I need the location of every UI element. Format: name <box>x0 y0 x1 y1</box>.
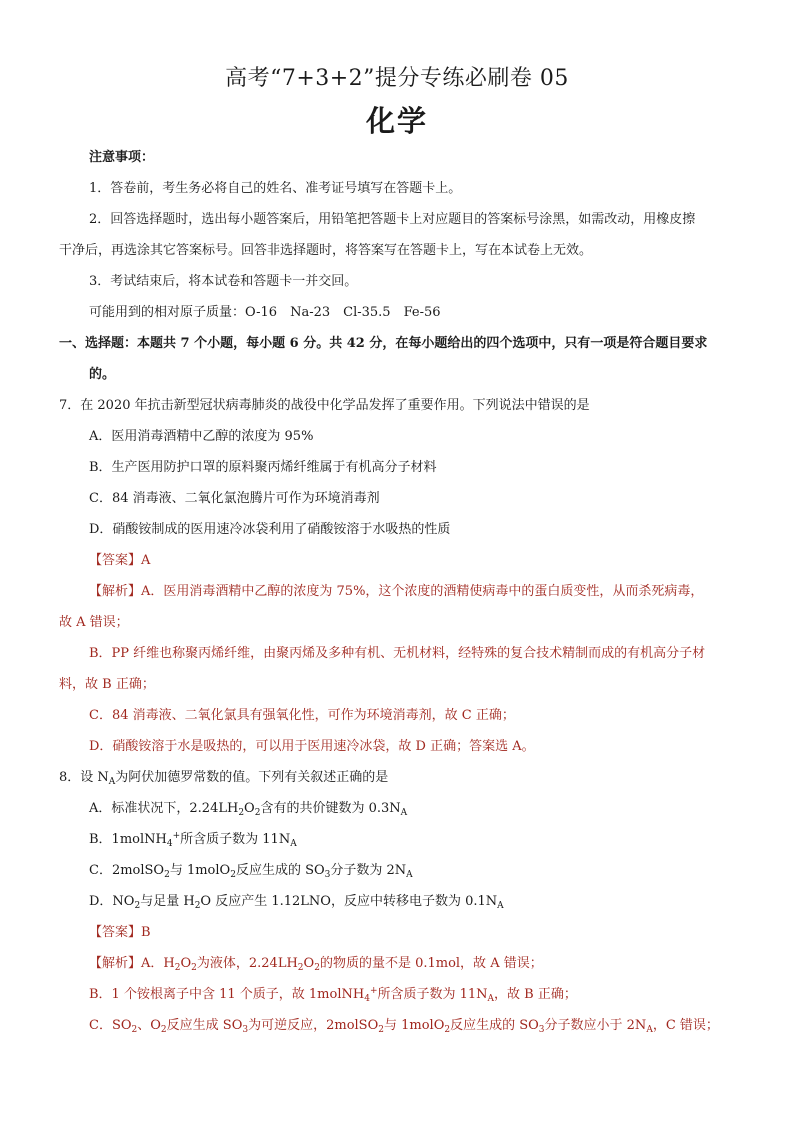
notice-item-3: 3．考试结束后，将本试卷和答题卡一并交回。 <box>89 274 358 289</box>
notice-item-2: 2．回答选择题时，选出每小题答案后，用铅笔把答题卡上对应题目的答案标号涂黑，如需改动，用橡皮擦 <box>89 212 696 227</box>
notice-heading: 注意事项： <box>89 150 155 165</box>
q7-answer: 【答案】A <box>89 553 151 568</box>
q8-option-c: C．2molSO$_2$与 1molO$_2$反应生成的 $SO_3$分子数为 $2N_A$ <box>89 863 413 880</box>
notice-item-1: 1．答卷前，考生务必将自己的姓名、准考证号填写在答题卡上。 <box>89 181 462 196</box>
q8-stem: 8．设 $N_A$为阿伏加德罗常数的值。下列有关叙述正确的是 <box>59 770 389 787</box>
q8-option-b: B．1molNH$_4$+所含质子数为 $11N_A$ <box>89 831 297 849</box>
notice-item-2-cont: 干净后，再选涂其它答案标号。回答非选择题时，将答案写在答题卡上，写在本试卷上无效。 <box>59 243 593 258</box>
q8-analysis-3: C．$SO_2$、$O_2$反应生成 $SO_3$为可逆反应，2molSO$_2$与 1molO$_2$反应生成的 $SO_3$分子数应小于 $2N_A$，C 错误； <box>89 1018 719 1035</box>
section-heading-cont: 的。 <box>89 367 116 382</box>
q8-option-a: A．标准状况下，$2.24LH_2O_2$含有的共价键数为 $0.3N_A$ <box>89 801 408 818</box>
q7-analysis-3: B．PP 纤维也称聚丙烯纤维，由聚丙烯及多种有机、无机材料，经特殊的复合技术精制而成的有机高分子材 <box>89 646 706 661</box>
q7-analysis-4: 料，故 B 正确； <box>59 677 155 692</box>
atomic-mass-line: 可能用到的相对原子质量：O-16 Na-23 Cl-35.5 Fe-56 <box>89 305 441 320</box>
q7-analysis-2: 故 A 错误； <box>59 615 129 630</box>
q7-stem: 7．在 2020 年抗击新型冠状病毒肺炎的战役中化学品发挥了重要作用。下列说法中错误的是 <box>59 398 590 413</box>
section-heading: 一、选择题：本题共 7 个小题，每小题 6 分。共 42 分，在每小题给出的四个选项中，只有一项是符合题目要求 <box>59 336 708 351</box>
q7-option-d: D．硝酸铵制成的医用速冷冰袋利用了硝酸铵溶于水吸热的性质 <box>89 522 451 537</box>
q7-option-b: B．生产医用防护口罩的原料聚丙烯纤维属于有机高分子材料 <box>89 460 437 475</box>
q7-analysis-1: 【解析】A．医用消毒酒精中乙醇的浓度为 75%，这个浓度的酒精使病毒中的蛋白质变性，从而杀死病毒， <box>89 584 704 599</box>
q7-analysis-6: D．硝酸铵溶于水是吸热的，可以用于医用速冷冰袋，故 D 正确；答案选 A。 <box>89 739 535 754</box>
q7-analysis-5: C．84 消毒液、二氧化氯具有强氧化性，可作为环境消毒剂，故 C 正确； <box>89 708 515 723</box>
q8-option-d: D．$NO_2$与足量 $H_2O$ 反应产生 1.12LNO，反应中转移电子数为 $0.1N_A$ <box>89 894 504 911</box>
subject-title: 化学 <box>365 104 428 138</box>
q8-answer: 【答案】B <box>89 925 151 940</box>
q7-option-c: C．84 消毒液、二氧化氯泡腾片可作为环境消毒剂 <box>89 491 380 506</box>
q8-analysis-1: 【解析】A．$H_2O_2$为液体，$2.24LH_2O_2$的物质的量不是 0.1mol，故 A 错误； <box>89 956 543 973</box>
exam-title: 高考“7+3+2”提分专练必刷卷 05 <box>225 66 569 91</box>
q8-analysis-2: B．1 个铵根离子中含 11 个质子，故 1molNH$_4$+所含质子数为 $11N_A$，故 B 正确； <box>89 986 577 1004</box>
q7-option-a: A．医用消毒酒精中乙醇的浓度为 95% <box>89 429 314 444</box>
